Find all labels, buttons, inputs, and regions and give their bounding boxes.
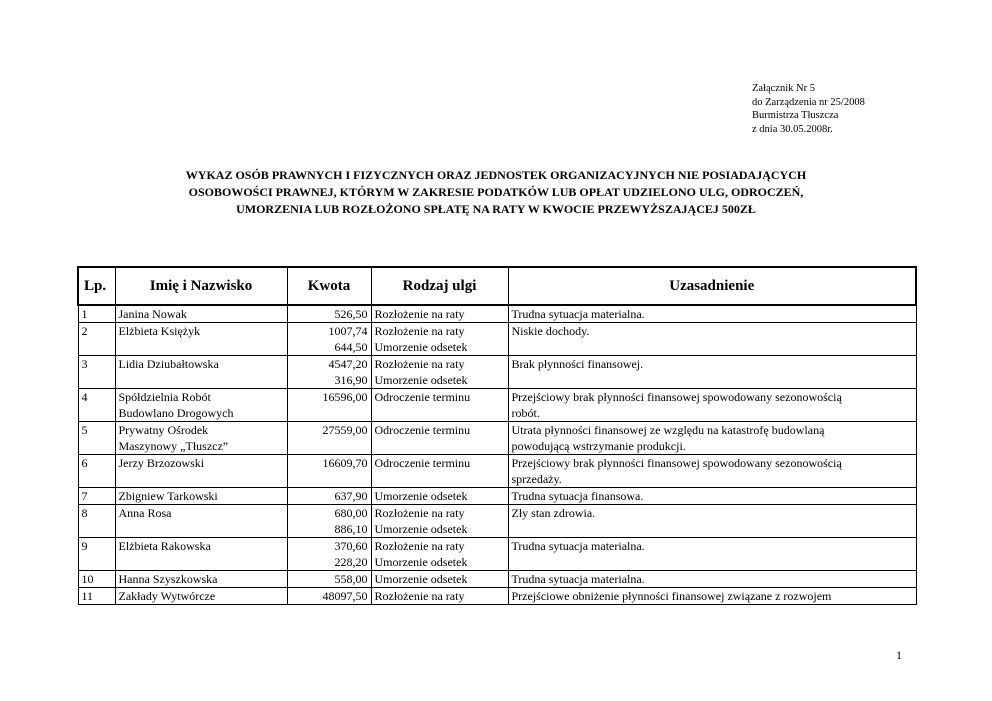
cell-lp — [78, 323, 115, 356]
cell-justification-line: Trudna sytuacja materialna. — [511, 572, 645, 586]
cell-amount-line: 48097,50 — [322, 589, 368, 603]
cell-justification — [508, 488, 916, 505]
cell-justification — [508, 538, 916, 571]
cell-lp — [78, 571, 115, 588]
cell-name-line: Anna Rosa — [118, 506, 172, 520]
cell-relief-type — [371, 571, 508, 588]
cell-amount-line: 644,50 — [334, 340, 368, 354]
cell-justification — [508, 305, 916, 323]
title-line: UMORZENIA LUB ROZŁOŻONO SPŁATĘ NA RATY W KWOCIE PRZEWYŻSZAJĄCEJ 500ZŁ — [236, 202, 756, 216]
cell-amount-line: 1007,74 — [328, 324, 368, 338]
cell-justification — [508, 389, 916, 422]
cell-justification — [508, 588, 916, 605]
cell-relief-type — [371, 588, 508, 605]
cell-amount-line: 27559,00 — [322, 423, 368, 437]
cell-justification-line: Przejściowy brak płynności finansowej spowodowany sezonowością — [511, 390, 842, 404]
cell-relief-type — [371, 305, 508, 323]
cell-justification-line: Utrata płynności finansowej ze względu na katastrofę budowlaną — [511, 423, 825, 437]
cell-relief-type-line: Rozłożenie na raty — [374, 539, 465, 553]
relief-table — [77, 266, 917, 605]
cell-lp-text: 7 — [81, 489, 88, 503]
cell-relief-type-line: Umorzenie odsetek — [374, 489, 468, 503]
cell-relief-type — [371, 323, 508, 356]
cell-lp-text: 5 — [81, 423, 88, 437]
cell-amount-line: 316,90 — [334, 373, 368, 387]
cell-amount — [287, 356, 371, 389]
cell-relief-type-line: Umorzenie odsetek — [374, 522, 468, 536]
cell-justification-line: sprzedaży. — [511, 472, 562, 486]
cell-relief-type-line: Umorzenie odsetek — [374, 373, 468, 387]
cell-relief-type — [371, 488, 508, 505]
cell-justification — [508, 323, 916, 356]
cell-name-line: Zakłady Wytwórcze — [118, 589, 216, 603]
cell-lp-text: 10 — [81, 572, 94, 586]
cell-lp — [78, 356, 115, 389]
cell-lp-text: 8 — [81, 506, 88, 520]
cell-amount-line: 4547,20 — [328, 357, 368, 371]
table-row — [78, 323, 916, 356]
cell-lp — [78, 488, 115, 505]
table-row — [78, 505, 916, 538]
cell-amount — [287, 422, 371, 455]
cell-relief-type-line: Rozłożenie na raty — [374, 589, 465, 603]
cell-amount — [287, 323, 371, 356]
cell-name-line: Budowlano Drogowych — [118, 406, 234, 420]
cell-amount — [287, 538, 371, 571]
page-number: 1 — [896, 648, 902, 662]
table-row — [78, 389, 916, 422]
cell-relief-type — [371, 538, 508, 571]
cell-amount — [287, 455, 371, 488]
cell-name-line: Hanna Szyszkowska — [118, 572, 218, 586]
cell-lp — [78, 538, 115, 571]
annex-note — [752, 82, 865, 136]
cell-justification-line: Trudna sytuacja finansowa. — [511, 489, 644, 503]
cell-relief-type-line: Umorzenie odsetek — [374, 572, 468, 586]
title-line: WYKAZ OSÓB PRAWNYCH I FIZYCZNYCH ORAZ JEDNOSTEK ORGANIZACYJNYCH NIE POSIADAJĄCYCH — [185, 168, 807, 182]
cell-justification — [508, 422, 916, 455]
cell-name — [115, 305, 287, 323]
cell-relief-type-line: Odroczenie terminu — [374, 423, 471, 437]
cell-amount-line: 370,60 — [334, 539, 368, 553]
header-relief-type: Rodzaj ulgi — [371, 267, 508, 305]
cell-relief-type-line: Rozłożenie na raty — [374, 324, 465, 338]
cell-name-line: Lidia Dziubałtowska — [118, 357, 219, 371]
table-row — [78, 422, 916, 455]
cell-name — [115, 571, 287, 588]
cell-justification — [508, 505, 916, 538]
table-row — [78, 538, 916, 571]
cell-name — [115, 538, 287, 571]
cell-relief-type — [371, 455, 508, 488]
annex-line: Załącznik Nr 5 — [752, 83, 815, 94]
cell-justification-line: powodującą wstrzymanie produkcji. — [511, 439, 686, 453]
cell-amount — [287, 488, 371, 505]
cell-name — [115, 422, 287, 455]
cell-lp-text: 1 — [81, 307, 88, 321]
cell-lp-text: 2 — [81, 324, 88, 338]
cell-amount-line: 637,90 — [334, 489, 368, 503]
table-row — [78, 305, 916, 323]
cell-name — [115, 588, 287, 605]
cell-justification-line: Niskie dochody. — [511, 324, 590, 338]
cell-amount — [287, 571, 371, 588]
cell-amount — [287, 305, 371, 323]
cell-amount — [287, 588, 371, 605]
table-row — [78, 571, 916, 588]
cell-name-line: Spółdzielnia Robót — [118, 390, 211, 404]
cell-name-line: Prywatny Ośrodek — [118, 423, 209, 437]
cell-relief-type-line: Rozłożenie na raty — [374, 357, 465, 371]
table-header-row — [78, 267, 916, 305]
cell-lp — [78, 588, 115, 605]
cell-lp — [78, 305, 115, 323]
cell-name — [115, 455, 287, 488]
cell-amount-line: 680,00 — [334, 506, 368, 520]
table-row — [78, 455, 916, 488]
annex-line: z dnia 30.05.2008r. — [752, 123, 833, 135]
annex-line: do Zarządzenia nr 25/2008 — [752, 96, 865, 108]
cell-justification-line: Przejściowy brak płynności finansowej spowodowany sezonowością — [511, 456, 842, 470]
cell-justification — [508, 356, 916, 389]
cell-justification — [508, 455, 916, 488]
cell-lp-text: 6 — [81, 456, 88, 470]
cell-lp — [78, 505, 115, 538]
cell-justification-line: robót. — [511, 406, 540, 420]
cell-relief-type — [371, 422, 508, 455]
cell-justification-line: Przejściowe obniżenie płynności finansowej związane z rozwojem — [511, 589, 832, 603]
cell-amount-line: 16609,70 — [322, 456, 368, 470]
cell-name — [115, 505, 287, 538]
cell-relief-type-line: Rozłożenie na raty — [374, 307, 465, 321]
cell-amount — [287, 505, 371, 538]
cell-relief-type — [371, 505, 508, 538]
cell-justification-line: Brak płynności finansowej. — [511, 357, 644, 371]
header-amount: Kwota — [287, 267, 371, 305]
cell-amount-line: 886,10 — [334, 522, 368, 536]
cell-lp — [78, 455, 115, 488]
cell-lp-text: 11 — [81, 589, 94, 603]
cell-name-line: Janina Nowak — [118, 307, 187, 321]
title-line: OSOBOWOŚCI PRAWNEJ, KTÓRYM W ZAKRESIE PODATKÓW LUB OPŁAT UDZIELONO ULG, ODROCZEŃ, — [188, 185, 804, 199]
cell-amount — [287, 389, 371, 422]
cell-justification — [508, 571, 916, 588]
cell-name — [115, 356, 287, 389]
cell-name — [115, 389, 287, 422]
cell-lp — [78, 389, 115, 422]
cell-relief-type-line: Odroczenie terminu — [374, 390, 471, 404]
cell-relief-type-line: Odroczenie terminu — [374, 456, 471, 470]
annex-line: Burmistrza Tłuszcza — [752, 110, 839, 121]
cell-relief-type — [371, 356, 508, 389]
cell-relief-type-line: Umorzenie odsetek — [374, 340, 468, 354]
cell-amount-line: 16596,00 — [322, 390, 368, 404]
cell-lp-text: 9 — [81, 539, 88, 553]
cell-name-line: Elżbieta Rakowska — [118, 539, 211, 553]
cell-lp-text: 3 — [81, 357, 88, 371]
cell-justification-line: Zły stan zdrowia. — [511, 506, 596, 520]
cell-name-line: Elżbieta Księżyk — [118, 324, 201, 338]
cell-name — [115, 488, 287, 505]
table-body — [78, 305, 916, 605]
document-title — [100, 167, 892, 218]
cell-amount-line: 526,50 — [334, 307, 368, 321]
header-justification: Uzasadnienie — [508, 267, 916, 305]
table-row — [78, 488, 916, 505]
cell-relief-type-line: Umorzenie odsetek — [374, 555, 468, 569]
cell-amount-line: 228,20 — [334, 555, 368, 569]
cell-justification-line: Trudna sytuacja materialna. — [511, 539, 645, 553]
cell-relief-type-line: Rozłożenie na raty — [374, 506, 465, 520]
cell-lp-text: 4 — [81, 390, 88, 404]
cell-name — [115, 323, 287, 356]
header-lp: Lp. — [78, 267, 115, 305]
cell-name-line: Zbigniew Tarkowski — [118, 489, 218, 503]
cell-name-line: Jerzy Brzozowski — [118, 456, 205, 470]
cell-justification-line: Trudna sytuacja materialna. — [511, 307, 645, 321]
header-name: Imię i Nazwisko — [115, 267, 287, 305]
cell-relief-type — [371, 389, 508, 422]
table-row — [78, 588, 916, 605]
table-row — [78, 356, 916, 389]
cell-name-line: Maszynowy „Tłuszcz” — [118, 439, 229, 453]
cell-lp — [78, 422, 115, 455]
cell-amount-line: 558,00 — [334, 572, 368, 586]
